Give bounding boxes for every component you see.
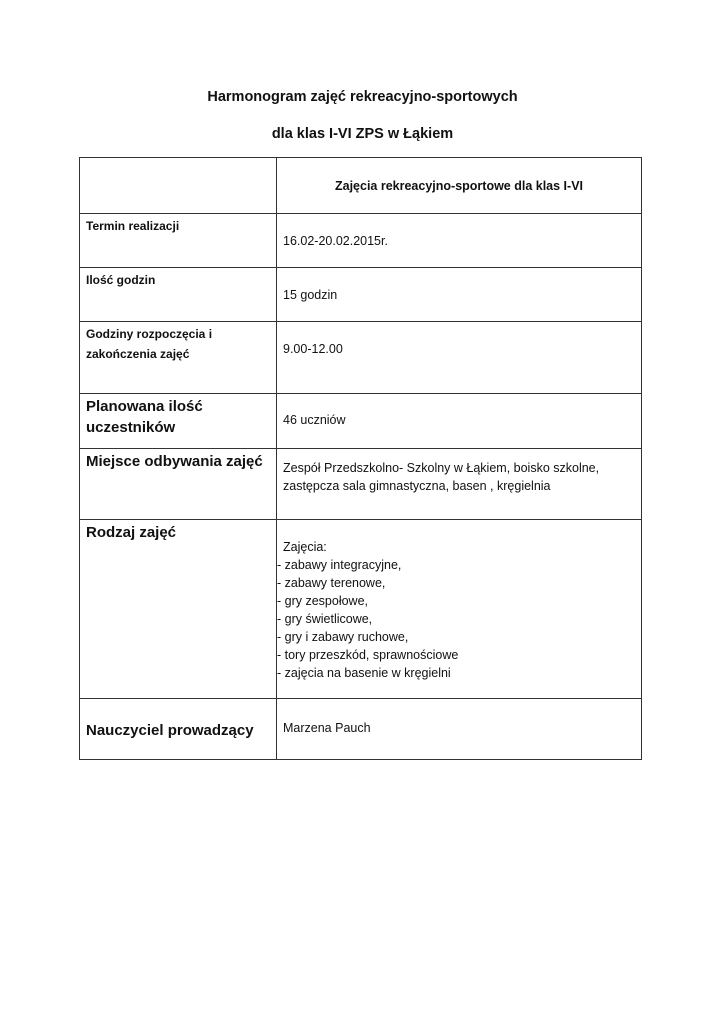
value-cell: [277, 520, 642, 699]
nauczyciel-label: Nauczyciel prowadzący: [86, 722, 254, 739]
table-row-rodzaj: [80, 520, 642, 699]
list-item: - zabawy integracyjne,: [277, 558, 402, 572]
list-item: - gry zespołowe,: [277, 594, 369, 608]
termin-value: 16.02-20.02.2015r.: [283, 234, 388, 248]
empty-header-cell: [80, 158, 277, 214]
rodzaj-intro: Zajęcia:: [283, 540, 327, 554]
label-cell: [80, 268, 277, 322]
value-cell: [277, 214, 642, 268]
value-cell: [277, 394, 642, 449]
table-row-godziny: [80, 322, 642, 394]
label-cell: [80, 520, 277, 699]
value-cell: [277, 449, 642, 520]
list-item: - gry świetlicowe,: [277, 612, 373, 626]
list-item: - zabawy terenowe,: [277, 576, 386, 590]
activity-list: [277, 556, 641, 682]
table-header-row: [80, 158, 642, 214]
miejsce-value-line1: Zespół Przedszkolno- Szkolny w Łąkiem, boisko szkolne,: [283, 461, 600, 475]
table-row-ilosc-godzin: [80, 268, 642, 322]
godziny-label-line1: Godziny rozpoczęcia i: [86, 327, 213, 341]
uczestnicy-label-line1: Planowana ilość: [86, 398, 203, 415]
table-row-uczestnicy: [80, 394, 642, 449]
label-cell: [80, 449, 277, 520]
table-row-termin: [80, 214, 642, 268]
table-row-nauczyciel: [80, 699, 642, 760]
miejsce-label: Miejsce odbywania zajęć: [86, 453, 263, 470]
value-cell: [277, 268, 642, 322]
nauczyciel-value: Marzena Pauch: [283, 721, 371, 735]
table-row-miejsce: [80, 449, 642, 520]
table-header-text: Zajęcia rekreacyjno-sportowe dla klas I-VI: [334, 179, 584, 193]
label-cell: [80, 394, 277, 449]
miejsce-value-line2: zastępcza sala gimnastyczna, basen , kręgielnia: [283, 479, 551, 493]
godziny-value: 9.00-12.00: [283, 342, 343, 356]
document-title: Harmonogram zajęć rekreacyjno-sportowych: [207, 89, 518, 105]
list-item: - gry i zabawy ruchowe,: [277, 630, 409, 644]
termin-label: Termin realizacji: [86, 219, 180, 233]
ilosc-godzin-value: 15 godzin: [283, 288, 338, 302]
schedule-table: [79, 157, 642, 760]
label-cell: [80, 699, 277, 760]
header-cell: [277, 158, 642, 214]
label-cell: [80, 214, 277, 268]
document-subtitle: dla klas I-VI ZPS w Łąkiem: [271, 126, 454, 142]
rodzaj-label: Rodzaj zajęć: [86, 524, 177, 541]
uczestnicy-label-line2: uczestników: [86, 419, 176, 436]
value-cell: [277, 699, 642, 760]
label-cell: [80, 322, 277, 394]
list-item: - zajęcia na basenie w kręgielni: [277, 666, 451, 680]
uczestnicy-value: 46 uczniów: [283, 413, 346, 427]
godziny-label-line2: zakończenia zajęć: [86, 347, 190, 361]
ilosc-godzin-label: Ilość godzin: [86, 273, 156, 287]
list-item: - tory przeszkód, sprawnościowe: [277, 648, 459, 662]
value-cell: [277, 322, 642, 394]
